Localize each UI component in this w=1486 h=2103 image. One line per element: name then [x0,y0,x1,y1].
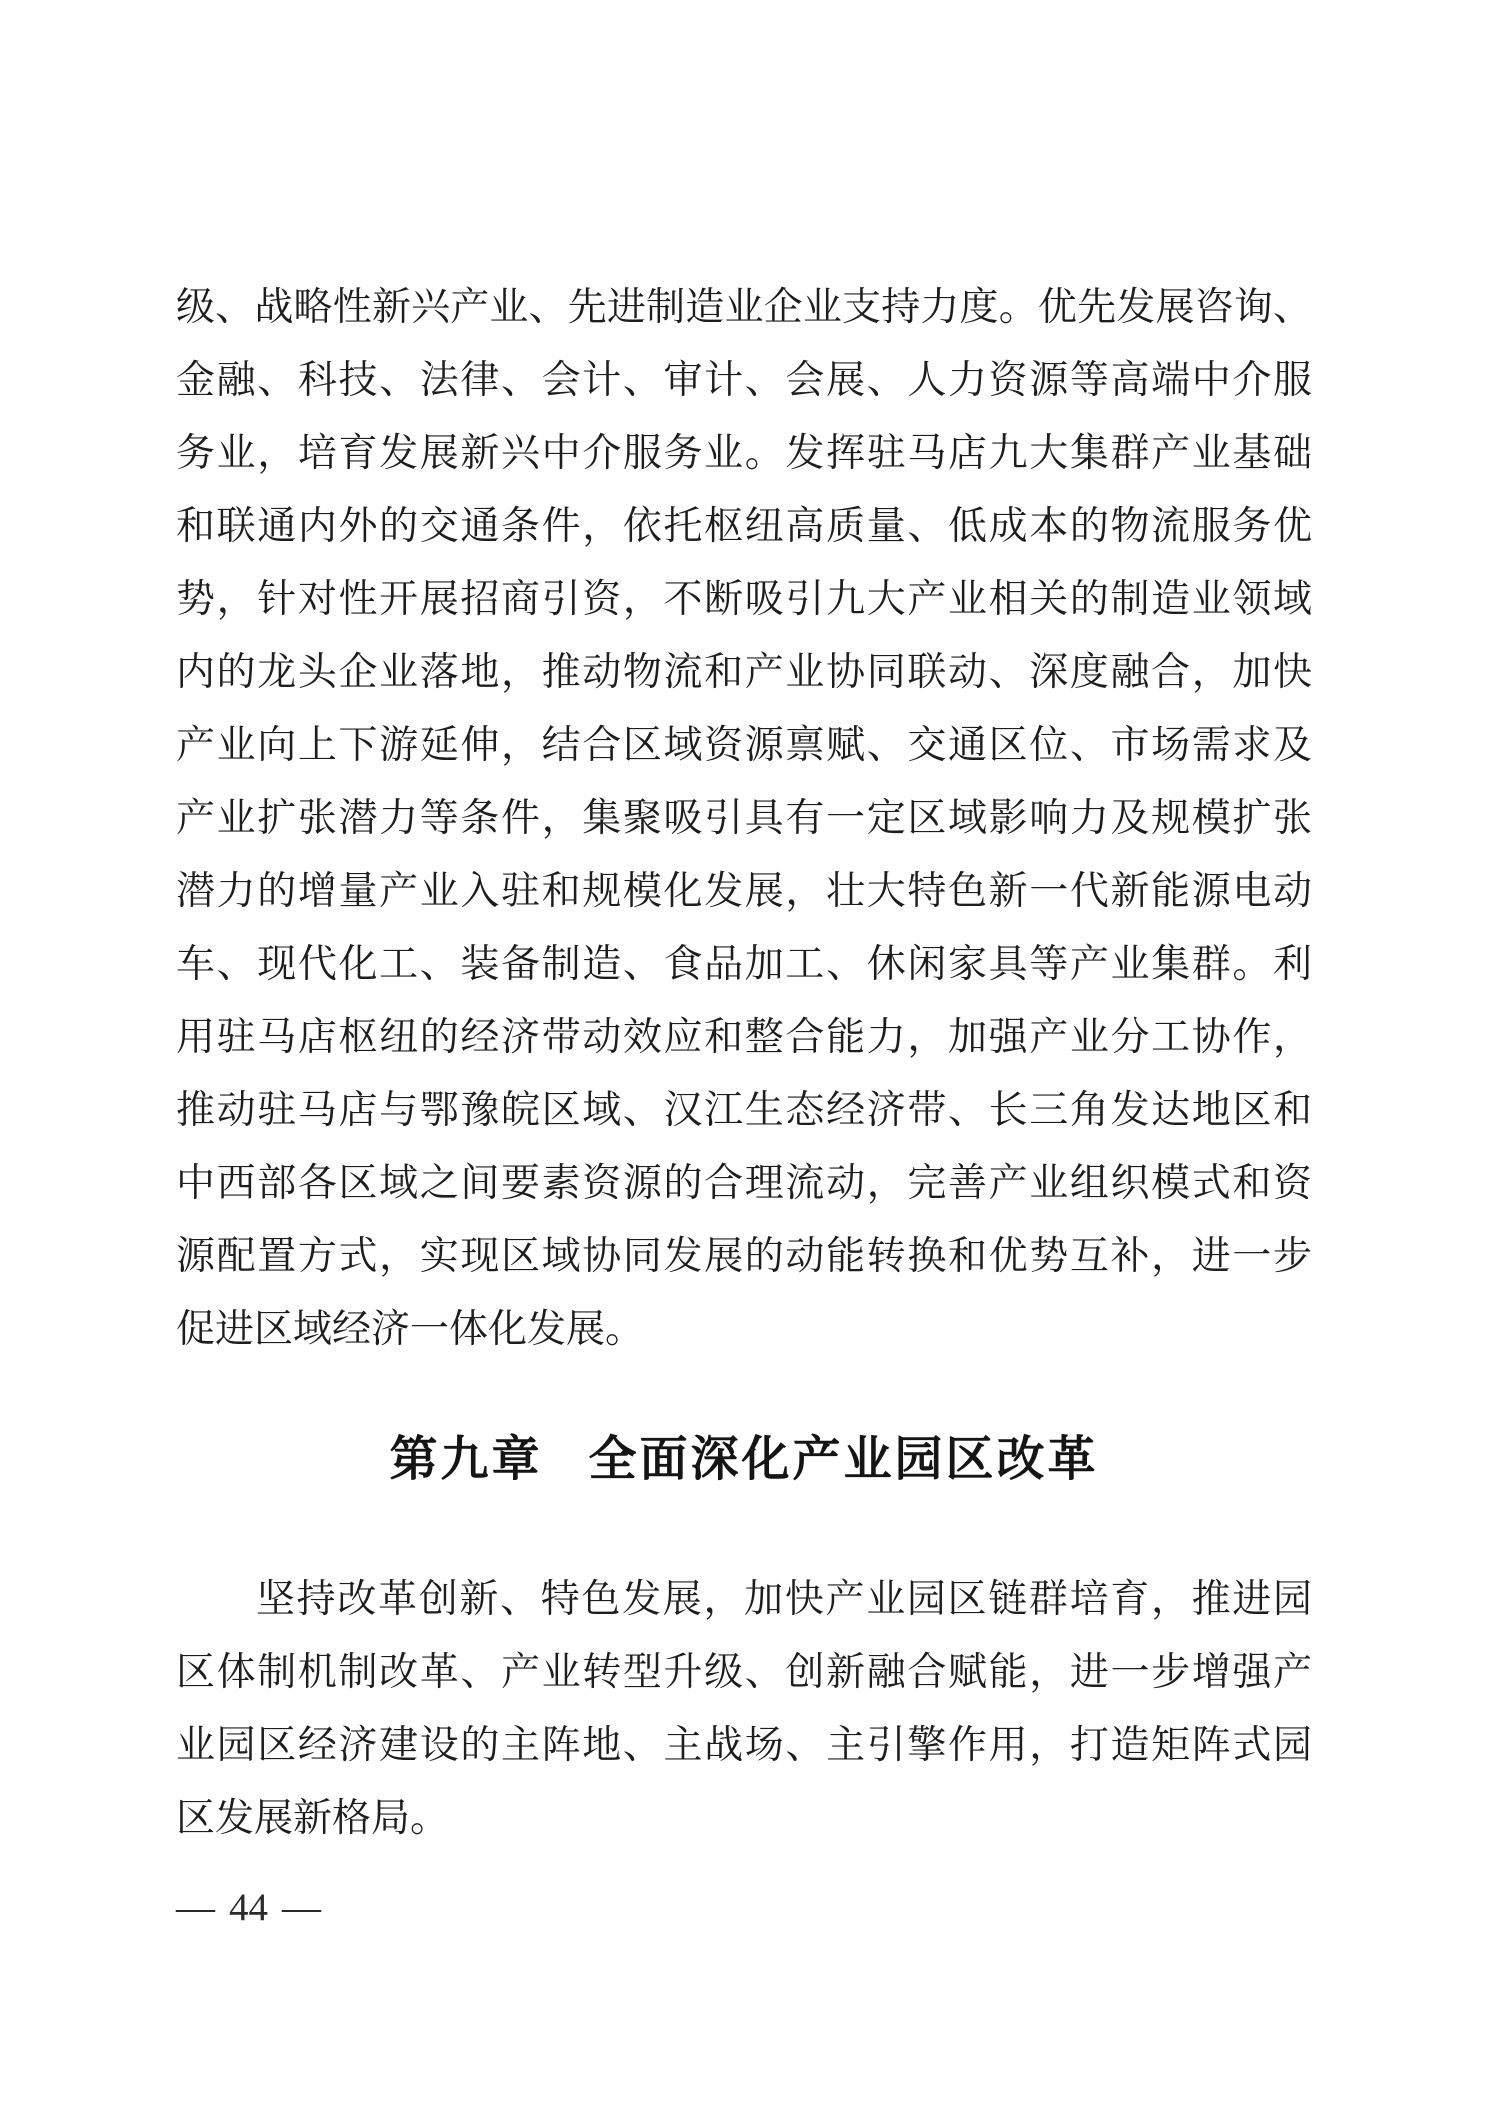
body-paragraph [176,271,1312,1366]
text-line: 内的龙头企业落地，推动物流和产业协同联动、深度融合，加快 [176,651,1312,694]
chapter-number: 第九章 [389,1433,543,1486]
text-line: 业园区经济建设的主阵地、主战场、主引擎作用，打造矩阵式园 [176,1724,1312,1767]
footer-dash-right: — [282,1886,321,1929]
text-line: 推动驻马店与鄂豫皖区域、汉江生态经济带、长三角发达地区和 [176,1089,1312,1132]
text-line: 用驻马店枢纽的经济带动效应和整合能力，加强产业分工协作， [176,1016,1312,1059]
text-line: 务业，培育发展新兴中介服务业。发挥驻马店九大集群产业基础 [176,432,1312,475]
page-content [176,271,1312,1855]
text-line: 产业向上下游延伸，结合区域资源禀赋、交通区位、市场需求及 [176,724,1312,767]
text-line: 势，针对性开展招商引资，不断吸引九大产业相关的制造业领域 [176,578,1312,621]
text-line: 车、现代化工、装备制造、食品加工、休闲家具等产业集群。利 [176,943,1312,986]
text-line: 源配置方式，实现区域协同发展的动能转换和优势互补，进一步 [176,1235,1312,1278]
text-line: 和联通内外的交通条件，依托枢纽高质量、低成本的物流服务优 [176,505,1312,548]
text-line: 金融、科技、法律、会计、审计、会展、人力资源等高端中介服 [176,359,1312,402]
text-line: 区体制机制改革、产业转型升级、创新融合赋能，进一步增强产 [176,1651,1312,1694]
text-line: 中西部各区域之间要素资源的合理流动，完善产业组织模式和资 [176,1162,1312,1205]
text-line: 级、战略性新兴产业、先进制造业企业支持力度。优先发展咨询、 [176,286,1312,329]
chapter-title: 全面深化产业园区改革 [588,1433,1099,1486]
page-number: 44 [229,1886,268,1929]
page-footer [176,1884,321,1932]
text-line: 坚持改革创新、特色发展，加快产业园区链群培育，推进园 [256,1578,1312,1621]
chapter-heading [176,1423,1312,1497]
text-line: 潜力的增量产业入驻和规模化发展，壮大特色新一代新能源电动 [176,870,1312,913]
body-paragraph [176,1563,1312,1855]
text-line: 区发展新格局。 [176,1797,450,1840]
text-line: 促进区域经济一体化发展。 [176,1308,645,1351]
text-line: 产业扩张潜力等条件，集聚吸引具有一定区域影响力及规模扩张 [176,797,1312,840]
footer-dash-left: — [176,1886,215,1929]
